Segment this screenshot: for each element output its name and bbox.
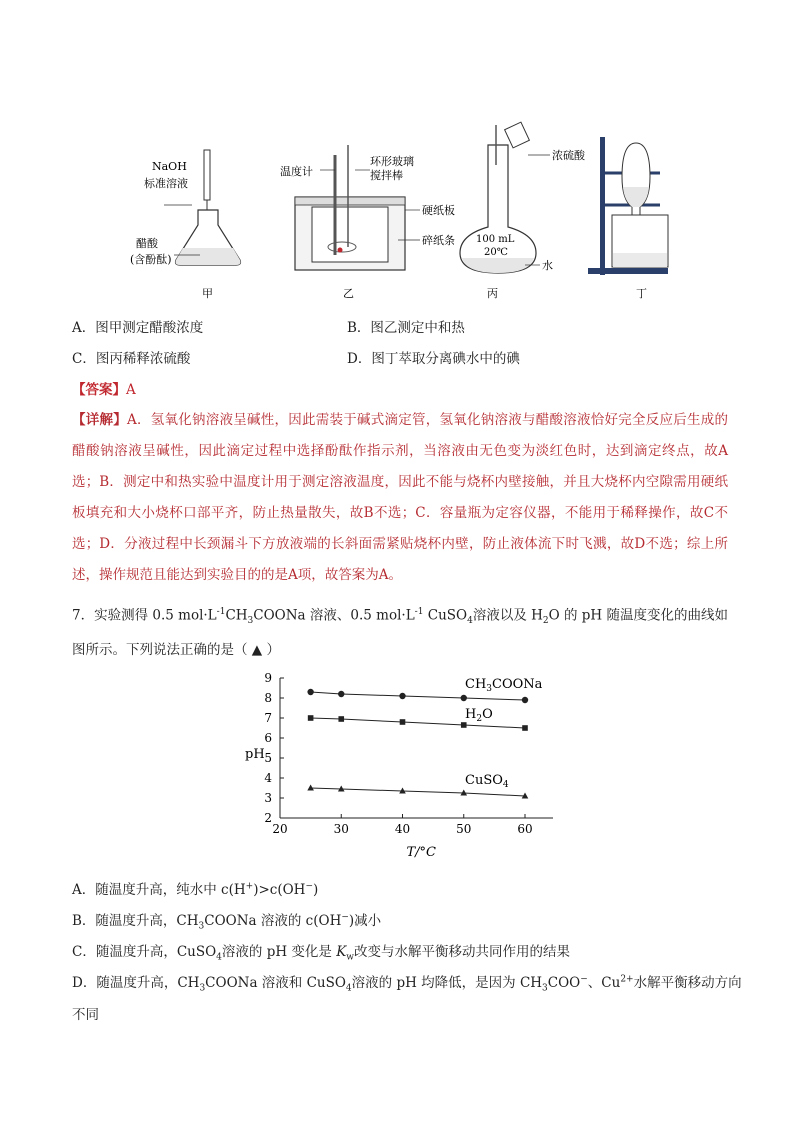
q7d-sub4: 4 <box>345 983 352 994</box>
q7-sub4: 4 <box>467 616 473 627</box>
label-stirrer1: 环形玻璃 <box>370 155 414 168</box>
q7d-sub3a: 3 <box>199 983 206 994</box>
q7a-part3: ) <box>313 882 319 898</box>
legend-part: 3 <box>486 684 493 694</box>
answer-line <box>72 378 136 398</box>
q7d-sup-minus: − <box>580 974 588 985</box>
q7-stem-part5: 溶液以及 H <box>472 607 543 624</box>
q7c-kw: K <box>336 944 347 960</box>
label-temp: 20℃ <box>484 247 508 258</box>
label-naoh: NaOH <box>152 160 187 173</box>
explanation <box>72 405 728 591</box>
apparatus-figure <box>130 115 690 305</box>
data-point <box>399 693 405 699</box>
legend-part: 4 <box>502 780 509 790</box>
caption-yi: 乙 <box>343 287 354 300</box>
y-tick-label: 4 <box>264 771 272 785</box>
q7-sup1: -1 <box>216 607 226 617</box>
q6-option-d[interactable]: D．图丁萃取分离碘水中的碘 <box>347 351 520 367</box>
legend-cuso4 <box>465 773 509 790</box>
x-axis-label: T/°C <box>406 845 436 860</box>
q7-stem-part2: CH <box>225 607 248 624</box>
q7a-part2: )>c(OH <box>253 882 306 898</box>
y-tick-label: 2 <box>264 811 272 825</box>
y-tick-label: 8 <box>264 691 272 705</box>
q7d-part5: 、Cu <box>587 975 621 991</box>
q7-stem-part6: O 的 pH 随温度变化的曲线如图所示。下列说法正确的是（ ▲ ） <box>72 607 728 659</box>
y-tick-label: 6 <box>264 731 272 745</box>
q7-stem <box>72 598 728 665</box>
q7c-part3: 改变与水解平衡移动共同作用的结果 <box>354 944 571 960</box>
figure-jia <box>130 150 241 300</box>
q7d-sub3b: 3 <box>542 983 548 994</box>
q7a-sup-plus: + <box>245 881 254 892</box>
label-paper: 碎纸条 <box>422 234 455 247</box>
answer-value: A <box>126 382 136 398</box>
label-acid: 醋酸 <box>136 237 158 250</box>
data-point <box>338 691 344 697</box>
q7-option-b[interactable] <box>72 909 381 932</box>
ph-temperature-chart <box>235 668 565 868</box>
x-tick-label: 20 <box>272 822 288 836</box>
label-stirrer2: 搅拌棒 <box>370 169 403 182</box>
q6-option-b[interactable]: B．图乙测定中和热 <box>347 320 465 336</box>
y-tick-label: 9 <box>264 671 272 685</box>
legend-part: 2 <box>476 714 483 724</box>
data-point <box>307 785 314 791</box>
legend-part: O <box>482 707 493 722</box>
data-point <box>461 722 467 728</box>
x-tick-label: 40 <box>394 822 411 836</box>
q7-option-c[interactable] <box>72 940 570 963</box>
label-board: 硬纸板 <box>422 204 455 217</box>
q7-option-a[interactable] <box>72 878 318 898</box>
data-point <box>308 715 314 721</box>
label-conc-acid: 浓硫酸 <box>552 149 585 162</box>
caption-bing: 丙 <box>487 287 498 300</box>
figure-yi <box>280 145 455 300</box>
label-indicator: (含酚酞) <box>130 253 172 266</box>
q7-stem-part1: 7．实验测得 0.5 mol·L <box>72 607 217 624</box>
legend-part: H <box>465 707 477 722</box>
figure-ding <box>588 137 668 300</box>
legend-h2o <box>465 707 493 724</box>
q7d-part1: D．随温度升高，CH <box>72 975 200 991</box>
q7d-part2: COONa 溶液和 CuSO <box>205 975 346 991</box>
q7d-sup-2plus: 2+ <box>620 974 634 985</box>
answer-label: 【答案】 <box>72 382 126 398</box>
legend-part: CH <box>465 677 487 692</box>
data-point <box>461 695 467 701</box>
q7a-sup-minus: − <box>305 881 313 892</box>
q7b-sub3: 3 <box>198 921 205 932</box>
q7c-part1: C．随温度升高，CuSO <box>72 944 217 960</box>
data-point <box>522 697 528 703</box>
y-tick-label: 3 <box>264 791 272 805</box>
data-point <box>307 689 313 695</box>
y-tick-label: 7 <box>264 711 272 725</box>
q7b-sup-minus: − <box>341 912 349 923</box>
caption-ding: 丁 <box>636 287 647 300</box>
q7d-part3: 溶液的 pH 均降低，是因为 CH <box>351 975 543 991</box>
q7-stem-part4: CuSO <box>423 607 468 624</box>
legend-part: COONa <box>492 677 543 692</box>
label-volume: 100 mL <box>476 234 515 245</box>
y-axis-label: pH <box>245 747 265 762</box>
q7b-part2: COONa 溶液的 c(OH <box>204 913 342 929</box>
legend-part: CuSO <box>465 773 503 788</box>
label-thermo: 温度计 <box>280 165 313 178</box>
data-point <box>400 719 406 725</box>
q7a-part1: A．随温度升高，纯水中 c(H <box>72 882 246 898</box>
x-tick-label: 60 <box>517 822 533 836</box>
q7-sup2: -1 <box>414 607 424 617</box>
x-tick-label: 30 <box>333 822 349 836</box>
q7-sub3: 3 <box>247 616 254 627</box>
q7c-part2: 溶液的 pH 变化是 <box>221 944 337 960</box>
q7-option-d[interactable] <box>72 971 742 994</box>
caption-jia: 甲 <box>202 287 213 300</box>
q7b-part3: )减小 <box>348 913 382 929</box>
q7-stem-part3: COONa 溶液、0.5 mol·L <box>253 607 415 624</box>
q7d-part4: COO <box>547 975 581 991</box>
q7c-sub-w: w <box>346 952 355 963</box>
q6-option-a[interactable]: A．图甲测定醋酸浓度 <box>72 320 204 336</box>
q7-sub2: 2 <box>542 616 549 627</box>
q6-option-c[interactable]: C．图丙稀释浓硫酸 <box>72 351 191 367</box>
data-point <box>338 716 344 722</box>
label-water: 水 <box>542 259 553 272</box>
explain-label: 【详解】 <box>72 412 127 428</box>
q7d-part6: 水解平衡移动方向 <box>633 975 742 991</box>
explain-text: A．氢氧化钠溶液呈碱性，因此需装于碱式滴定管，氢氧化钠溶液与醋酸溶液恰好完全反应后生成的醋酸钠溶液呈碱性，因此滴定过程中选择酚酞作指示剂，当溶液由无色变为淡红色时，达到滴定终点，故A选；B．测定中和热实验中温度计用于测定溶液温度，因此不能与烧杯内壁接触，并且大烧杯内空隙需用硬纸板填充和大小烧杯口部平齐，防止热量散失，故B不选；C．容量瓶为定容仪器，不能用于稀释操作，故C不选；D．分液过程中长颈漏斗下方放液端的长斜面需紧贴烧杯内壁，防止液体流下时飞溅，故D不选；综上所述，操作规范且能达到实验目的的是A项，故答案为A。 <box>72 412 728 583</box>
data-point <box>522 725 528 731</box>
q7b-part1: B．随温度升高，CH <box>72 913 199 929</box>
q7-option-d-cont: 不同 <box>72 1007 99 1023</box>
y-tick-label: 5 <box>264 751 272 765</box>
label-std: 标准溶液 <box>144 177 188 190</box>
x-tick-label: 50 <box>456 822 472 836</box>
figure-bing <box>460 122 586 300</box>
q7c-sub4: 4 <box>216 952 222 963</box>
legend-ch3coona <box>465 677 543 694</box>
